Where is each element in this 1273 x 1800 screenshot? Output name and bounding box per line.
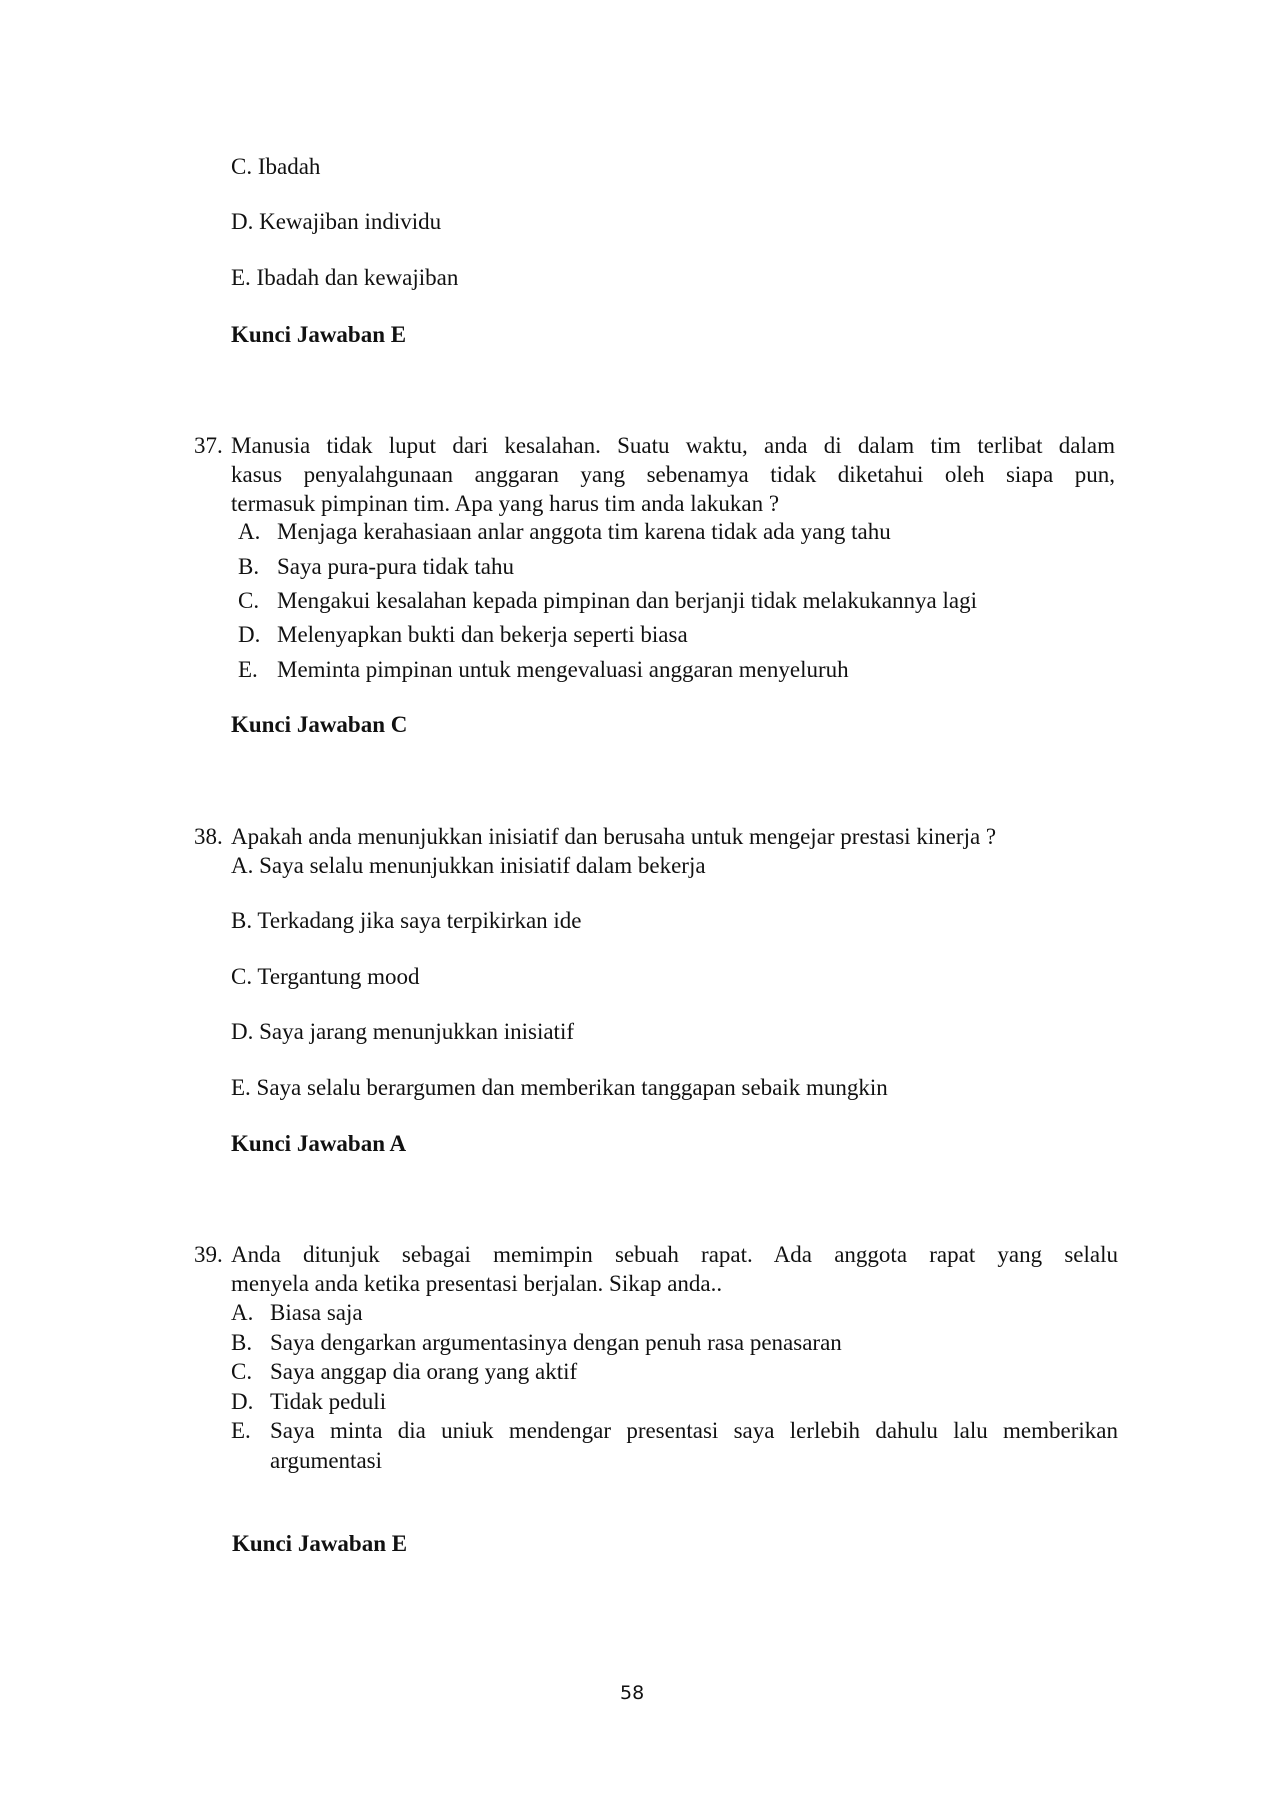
option-text: Saya dengarkan argumentasinya dengan penuh rasa penasaran bbox=[270, 1330, 842, 1355]
option-letter: A. bbox=[231, 1300, 254, 1325]
option-e: E. Ibadah dan kewajiban bbox=[231, 265, 459, 290]
option-e: E. Saya selalu berargumen dan memberikan tanggapan sebaik mungkin bbox=[231, 1075, 888, 1100]
option-text: Saya anggap dia orang yang aktif bbox=[270, 1359, 578, 1384]
option-text: Melenyapkan bukti dan bekerja seperti biasa bbox=[277, 622, 688, 647]
question-text-line: kasus penyalahgunaan anggaran yang sebenamya tidak diketahui oleh siapa pun, bbox=[231, 462, 1115, 487]
answer-key: Kunci Jawaban C bbox=[231, 712, 408, 737]
answer-key: Kunci Jawaban A bbox=[231, 1131, 407, 1156]
option-letter: D. bbox=[231, 1389, 254, 1414]
option-letter: E. bbox=[238, 657, 258, 682]
question-text-line: termasuk pimpinan tim. Apa yang harus tim anda lakukan ? bbox=[231, 491, 780, 516]
option-text-continued: argumentasi bbox=[270, 1448, 382, 1473]
option-text: Saya pura-pura tidak tahu bbox=[277, 554, 514, 579]
option-text: Tidak peduli bbox=[270, 1389, 387, 1414]
option-text: Meminta pimpinan untuk mengevaluasi anggaran menyeluruh bbox=[277, 657, 849, 682]
option-text: Mengakui kesalahan kepada pimpinan dan berjanji tidak melakukannya lagi bbox=[277, 588, 977, 613]
option-text: Biasa saja bbox=[270, 1300, 363, 1325]
question-number: 39. bbox=[194, 1242, 223, 1267]
option-b: B. Terkadang jika saya terpikirkan ide bbox=[231, 908, 582, 933]
option-letter: B. bbox=[238, 554, 260, 579]
option-text: Menjaga kerahasiaan anlar anggota tim karena tidak ada yang tahu bbox=[277, 519, 891, 544]
option-letter: D. bbox=[238, 622, 261, 647]
question-text-line: Manusia tidak luput dari kesalahan. Suatu waktu, anda di dalam tim terlibat dalam bbox=[231, 433, 1115, 458]
option-c: C. Tergantung mood bbox=[231, 964, 420, 989]
option-letter: E. bbox=[231, 1418, 251, 1443]
question-text-line: menyela anda ketika presentasi berjalan. Sikap anda.. bbox=[231, 1271, 723, 1296]
option-letter: C. bbox=[238, 588, 260, 613]
answer-key: Kunci Jawaban E bbox=[231, 322, 407, 347]
option-d: D. Saya jarang menunjukkan inisiatif bbox=[231, 1019, 575, 1044]
option-letter: B. bbox=[231, 1330, 253, 1355]
question-text-line: Anda ditunjuk sebagai memimpin sebuah rapat. Ada anggota rapat yang selalu bbox=[231, 1242, 1118, 1267]
option-c: C. Ibadah bbox=[231, 154, 321, 179]
question-number: 38. bbox=[194, 824, 223, 849]
answer-key: Kunci Jawaban E bbox=[232, 1531, 408, 1556]
option-letter: C. bbox=[231, 1359, 253, 1384]
question-text: Apakah anda menunjukkan inisiatif dan berusaha untuk mengejar prestasi kinerja ? bbox=[231, 824, 997, 849]
option-text: Saya minta dia uniuk mendengar presentasi saya lerlebih dahulu lalu memberikan bbox=[270, 1418, 1118, 1443]
option-letter: A. bbox=[238, 519, 261, 544]
option-d: D. Kewajiban individu bbox=[231, 209, 442, 234]
option-a: A. Saya selalu menunjukkan inisiatif dalam bekerja bbox=[231, 853, 706, 878]
question-number: 37. bbox=[194, 433, 223, 458]
page-number: 58 bbox=[620, 1682, 645, 1704]
